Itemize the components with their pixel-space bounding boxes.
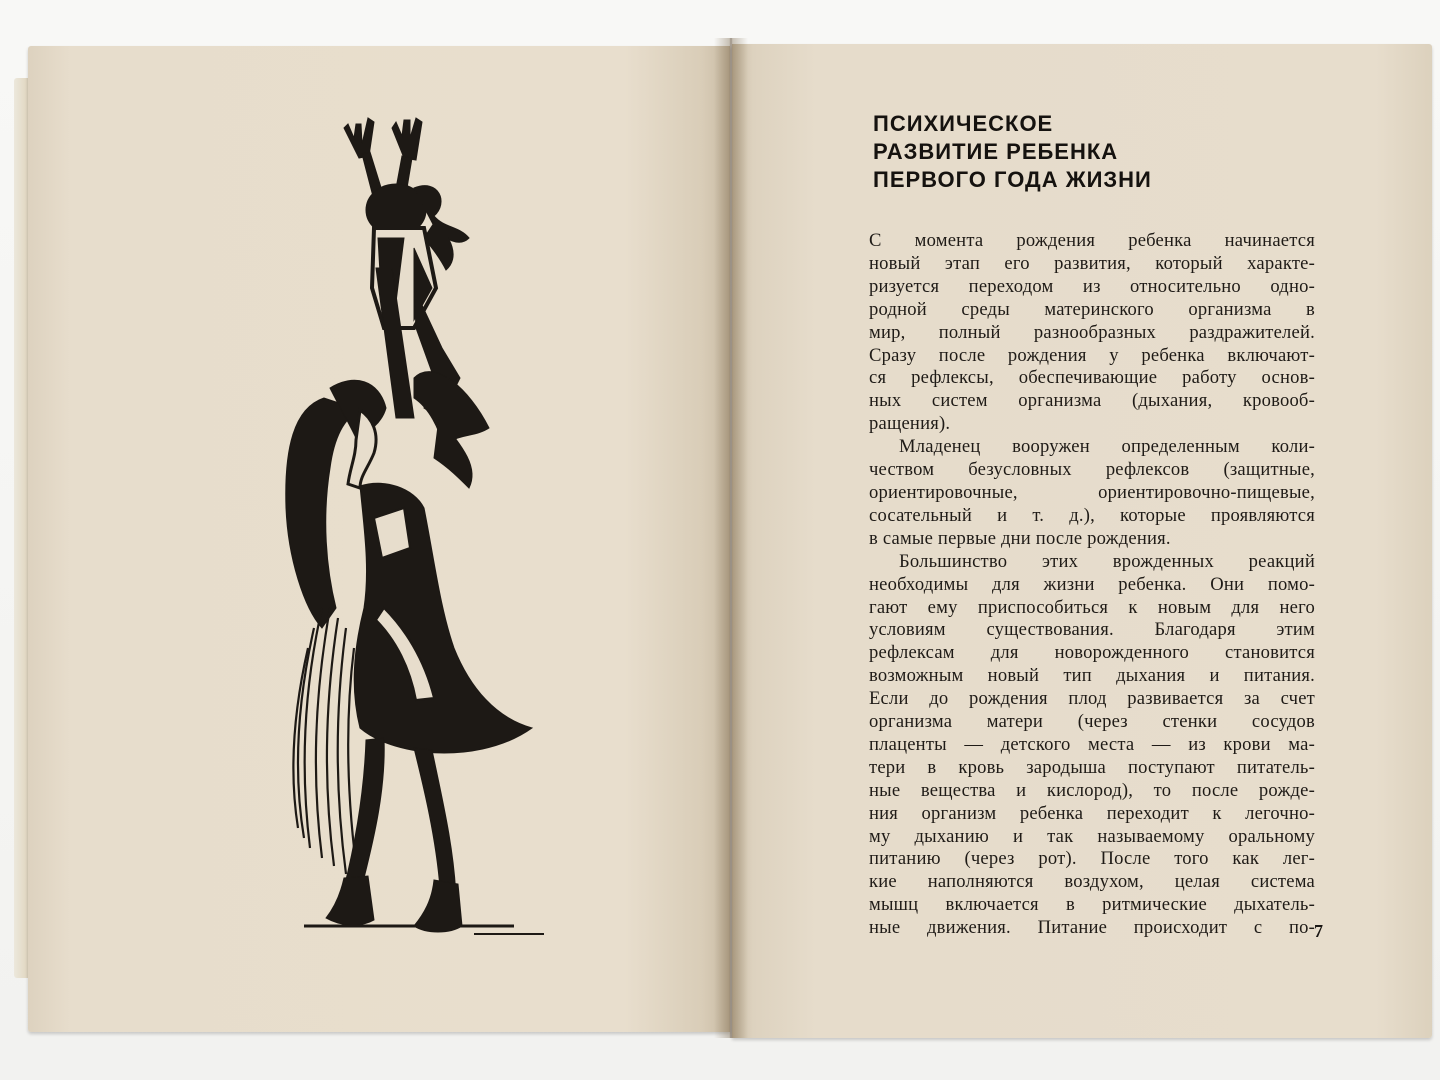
- heading-line-3: ПЕРВОГО ГОДА ЖИЗНИ: [873, 167, 1152, 192]
- text-line: ных систем организма (дыхания, кровооб-: [869, 390, 1315, 412]
- book-gutter: [714, 38, 748, 1038]
- text-line: ращения).: [869, 413, 951, 435]
- text-line: гают ему приспособиться к новым для него: [869, 596, 1315, 618]
- text-line: организма матери (через стенки сосудов: [869, 711, 1315, 733]
- heading-line-2: РАЗВИТИЕ РЕБЕНКА: [873, 139, 1119, 164]
- text-line: возможным новый тип дыхания и питания.: [869, 665, 1315, 687]
- text-line: му дыханию и так называемому оральному: [869, 825, 1315, 847]
- heading-line-1: ПСИХИЧЕСКОЕ: [873, 111, 1054, 136]
- text-line: ся рефлексы, обеспечивающие работу основ-: [869, 367, 1315, 389]
- text-line: родной среды материнского организма в: [869, 298, 1315, 320]
- text-line: ные движения. Питание происходит с по-: [869, 917, 1315, 939]
- text-line: плаценты — детского места — из крови ма-: [869, 733, 1315, 755]
- text-line: Большинство этих врожденных реакций: [899, 550, 1315, 572]
- text-line: необходимы для жизни ребенка. Они помо-: [869, 573, 1315, 595]
- text-line: кие наполняются воздухом, целая система: [869, 871, 1315, 893]
- text-line: Младенец вооружен определенным коли-: [899, 436, 1315, 458]
- page-number: 7: [1314, 921, 1323, 941]
- text-line: в самые первые дни после рождения.: [869, 527, 1171, 549]
- right-page-text: [855, 110, 1315, 940]
- text-line: новый этап его развития, который характе-: [869, 252, 1315, 274]
- text-line: ные вещества и кислород), то после рожде-: [869, 779, 1315, 801]
- text-line: ориентировочные, ориентировочно-пищевые,: [869, 481, 1315, 503]
- text-line: С момента рождения ребенка начинается: [869, 230, 1315, 251]
- text-line: ризуется переходом из относительно одно-: [869, 275, 1315, 297]
- text-line: условиям существования. Благодаря этим: [869, 619, 1315, 641]
- chapter-heading: [855, 110, 1315, 194]
- text-line: ния организм ребенка переходит к легочно-: [869, 802, 1315, 824]
- text-line: мышц включается в ритмические дыхатель-: [869, 894, 1315, 916]
- text-line: рефлексам для новорожденного становится: [869, 642, 1315, 664]
- text-line: питанию (через рот). После того как лег-: [869, 848, 1315, 870]
- text-line: тери в кровь зародыша поступают питатель-: [869, 756, 1315, 778]
- text-line: сосательный и т. д.), которые проявляются: [869, 504, 1315, 526]
- text-line: Сразу после рождения у ребенка включают-: [869, 344, 1315, 366]
- text-line: Если до рождения плод развивается за счет: [869, 688, 1315, 710]
- text-line: чеством безусловных рефлексов (защитные,: [869, 459, 1315, 481]
- woodcut-illustration-woman-lifting-child: [264, 88, 554, 968]
- text-line: мир, полный разнообразных раздражителей.: [869, 321, 1315, 343]
- body-text: [869, 230, 1315, 940]
